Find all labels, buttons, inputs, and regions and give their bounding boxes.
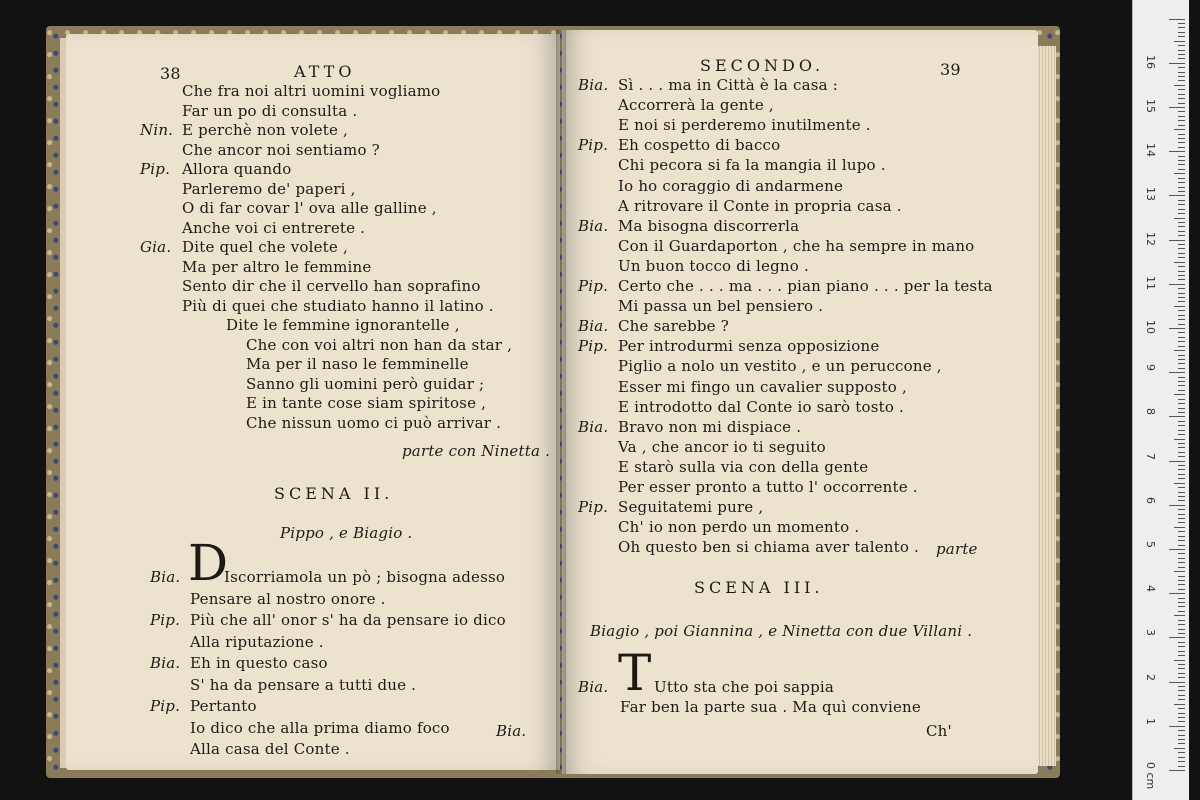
ruler-tick <box>1178 443 1185 444</box>
ruler-tick <box>1178 421 1185 422</box>
ruler-tick <box>1178 478 1185 479</box>
ruler-tick <box>1178 677 1185 678</box>
ruler-tick <box>1174 615 1185 616</box>
ruler-tick <box>1178 169 1185 170</box>
ruler-tick <box>1178 191 1185 192</box>
speaker-cue: Pip. <box>578 337 609 356</box>
ruler-number: 7 <box>1144 452 1157 460</box>
ruler-tick <box>1178 735 1185 736</box>
ruler-tick <box>1178 757 1185 758</box>
ruler-tick <box>1178 452 1185 453</box>
speaker-cue: Nin. <box>140 121 174 139</box>
verse-line: Piglio a nolo un vestito , e un peruccone , <box>618 357 942 376</box>
ruler-tick <box>1178 611 1185 612</box>
ruler-tick <box>1178 147 1185 148</box>
verse-line: Parleremo de' paperi , <box>182 179 356 198</box>
ruler-tick <box>1178 576 1185 577</box>
verse-line: E noi si perderemo inutilmente . <box>618 116 871 135</box>
ruler-tick <box>1178 257 1185 258</box>
ruler-tick <box>1169 151 1185 152</box>
ruler-tick <box>1178 319 1185 320</box>
ruler-tick <box>1178 545 1185 546</box>
verse-line: Con il Guardaporton , che ha sempre in mano <box>618 236 975 255</box>
ruler-tick <box>1178 629 1185 630</box>
ruler-tick <box>1178 222 1185 223</box>
ruler-tick <box>1178 385 1185 386</box>
ruler-tick <box>1178 584 1185 585</box>
speaker-cue: Pip. <box>150 697 181 715</box>
verse-line: Esser mi fingo un cavalier supposto , <box>618 377 907 396</box>
ruler-tick <box>1178 134 1185 135</box>
scene-ii-title: SCENA II. <box>274 484 394 503</box>
ruler-number: 1 <box>1144 717 1157 725</box>
speaker-cue: Bia. <box>150 654 181 672</box>
ruler-number: 10 <box>1144 320 1157 334</box>
book-gutter <box>556 30 566 774</box>
ruler-number: 12 <box>1144 231 1157 246</box>
ruler-tick <box>1174 704 1185 705</box>
ruler-tick <box>1178 125 1185 126</box>
ruler-tick <box>1178 447 1185 448</box>
ruler-tick <box>1178 664 1185 665</box>
ruler-tick <box>1178 377 1185 378</box>
ruler-tick <box>1178 244 1185 245</box>
ruler-tick <box>1178 558 1185 559</box>
ruler-tick <box>1178 50 1185 51</box>
verse-line: Seguitatemi pure , <box>618 498 764 517</box>
ruler-tick <box>1178 45 1185 46</box>
verse-line: Certo che . . . ma . . . pian piano . . . per la testa <box>618 277 993 295</box>
verse-line: Pensare al nostro onore . <box>190 589 386 608</box>
ruler-tick <box>1178 359 1185 360</box>
ruler-tick <box>1178 695 1185 696</box>
ruler-tick <box>1178 178 1185 179</box>
ruler-tick <box>1178 204 1185 205</box>
verse-line: E introdotto dal Conte io sarò tosto . <box>618 397 905 416</box>
ruler-tick <box>1178 253 1185 254</box>
ruler-number: 6 <box>1144 496 1157 504</box>
ruler-tick <box>1174 129 1185 130</box>
ruler-tick <box>1178 142 1185 143</box>
ruler-tick <box>1178 408 1185 409</box>
verse-line: Accorrerà la gente , <box>618 96 774 115</box>
ruler-tick <box>1178 399 1185 400</box>
ruler-number: 14 <box>1144 143 1157 158</box>
ruler-tick <box>1169 63 1185 64</box>
speaker-cue: Bia. <box>578 678 609 696</box>
ruler-number: 3 <box>1144 629 1157 637</box>
ruler-tick <box>1178 368 1185 369</box>
ruler-tick <box>1178 156 1185 157</box>
speaker-cue: Pip. <box>578 277 609 295</box>
measurement-ruler <box>1132 0 1189 800</box>
verse-line: Per esser pronto a tutto l' occorrente . <box>618 478 918 496</box>
verse-line: O di far covar l' ova alle galline , <box>182 199 437 217</box>
ruler-tick <box>1178 412 1185 413</box>
ruler-tick <box>1178 580 1185 581</box>
ruler-tick <box>1178 766 1185 767</box>
ruler-tick <box>1178 275 1185 276</box>
ruler-tick <box>1178 536 1185 537</box>
ruler-tick <box>1178 160 1185 161</box>
ruler-tick <box>1178 553 1185 554</box>
drop-cap: D <box>188 534 229 592</box>
verse-line: Allora quando <box>182 160 292 178</box>
ruler-number: 8 <box>1144 408 1157 416</box>
ruler-tick <box>1178 231 1185 232</box>
ruler-tick <box>1174 41 1185 42</box>
ruler-tick <box>1174 571 1185 572</box>
ruler-tick <box>1178 187 1185 188</box>
verse-line: Alla riputazione . <box>190 632 324 651</box>
verse-line: Dite le femmine ignorantelle , <box>226 316 460 334</box>
ruler-tick <box>1174 527 1185 528</box>
ruler-tick <box>1174 350 1185 351</box>
verse-line: Più di quei che studiato hanno il latino . <box>182 296 494 315</box>
ruler-tick <box>1178 111 1185 112</box>
verse-line: Utto sta che poi sappia <box>654 678 835 696</box>
verse-line: Bravo non mi dispiace . <box>618 417 802 436</box>
verse-line: Io dico che alla prima diamo foco <box>190 718 450 737</box>
ruler-tick <box>1174 85 1185 86</box>
scene-iii-title: SCENA III. <box>694 578 824 597</box>
ruler-number: 13 <box>1144 187 1157 202</box>
ruler-tick <box>1169 328 1185 329</box>
ruler-tick <box>1178 708 1185 709</box>
verse-line: E in tante cose siam spiritose , <box>246 394 487 412</box>
left-exit-note: parte con Ninetta . <box>402 442 551 460</box>
ruler-tick <box>1178 116 1185 117</box>
ruler-tick <box>1178 381 1185 382</box>
ruler-tick <box>1178 120 1185 121</box>
verse-line: Eh cospetto di bacco <box>618 136 781 155</box>
ruler-tick <box>1178 94 1185 95</box>
verse-line: Mi passa un bel pensiero . <box>618 297 824 316</box>
ruler-tick <box>1178 624 1185 625</box>
ruler-tick <box>1178 474 1185 475</box>
verse-line: Un buon tocco di legno . <box>618 256 809 275</box>
ruler-tick <box>1178 567 1185 568</box>
verse-line: Pertanto <box>190 697 257 715</box>
ruler-number: 2 <box>1144 673 1157 681</box>
ruler-tick <box>1169 284 1185 285</box>
ruler-tick <box>1178 465 1185 466</box>
ruler-tick <box>1174 748 1185 749</box>
verse-line: Far un po di consulta . <box>182 101 358 120</box>
ruler-tick <box>1178 138 1185 139</box>
ruler-tick <box>1178 164 1185 165</box>
scene-iii-cast: Biagio , poi Giannina , e Ninetta con due Villani . <box>590 622 973 640</box>
ruler-number: 16 <box>1144 54 1157 69</box>
ruler-number: 5 <box>1144 541 1157 548</box>
verse-line: Oh questo ben si chiama aver talento . <box>618 538 920 557</box>
ruler-tick <box>1178 717 1185 718</box>
right-page <box>562 30 1038 774</box>
ruler-tick <box>1174 394 1185 395</box>
verse-line: Ma bisogna discorrerla <box>618 216 800 235</box>
ruler-tick <box>1178 602 1185 603</box>
verse-line: Che ancor noi sentiamo ? <box>182 140 380 159</box>
verse-line: Ma per il naso le femminelle <box>246 355 469 373</box>
verse-line: Sì . . . ma in Città è la casa : <box>618 76 839 94</box>
verse-line: Più che all' onor s' ha da pensare io dico <box>190 611 506 629</box>
ruler-tick <box>1178 522 1185 523</box>
speaker-cue: Pip. <box>150 611 181 629</box>
ruler-tick <box>1178 54 1185 55</box>
ruler-tick <box>1178 562 1185 563</box>
ruler-number: 9 <box>1144 364 1157 372</box>
ruler-tick <box>1178 699 1185 700</box>
ruler-tick <box>1178 301 1185 302</box>
ruler-tick <box>1178 721 1185 722</box>
verse-line: Io ho coraggio di andarmene <box>618 176 844 195</box>
ruler-tick <box>1178 293 1185 294</box>
ruler-tick <box>1169 372 1185 373</box>
ruler-tick <box>1169 726 1185 727</box>
ruler-tick <box>1178 315 1185 316</box>
verse-line: S' ha da pensare a tutti due . <box>190 675 417 694</box>
ruler-tick <box>1169 461 1185 462</box>
ruler-tick <box>1178 500 1185 501</box>
verse-line: Che fra noi altri uomini vogliamo <box>182 82 441 100</box>
ruler-tick <box>1178 266 1185 267</box>
verse-line: Ch' io non perdo un momento . <box>618 518 860 537</box>
speaker-cue: Pip. <box>140 160 171 178</box>
verse-line: Chi pecora si fa la mangia il lupo . <box>618 156 886 175</box>
ruler-tick <box>1178 739 1185 740</box>
ruler-tick <box>1178 606 1185 607</box>
left-catchword: Bia. <box>496 722 527 740</box>
speaker-cue: Bia. <box>578 417 609 436</box>
ruler-tick <box>1178 67 1185 68</box>
speaker-cue: Bia. <box>578 216 609 235</box>
ruler-tick <box>1178 598 1185 599</box>
ruler-tick <box>1178 235 1185 236</box>
ruler-tick <box>1178 540 1185 541</box>
ruler-tick <box>1178 496 1185 497</box>
speaker-cue: Pip. <box>578 136 609 155</box>
verse-line: E starò sulla via con della gente <box>618 457 869 476</box>
ruler-tick <box>1174 218 1185 219</box>
verse-line: E perchè non volete , <box>182 121 349 139</box>
ruler-tick <box>1174 306 1185 307</box>
drop-cap: T <box>618 644 652 702</box>
ruler-tick <box>1178 752 1185 753</box>
ruler-tick <box>1169 682 1185 683</box>
ruler-tick <box>1178 646 1185 647</box>
verse-line: Eh in questo caso <box>190 654 328 672</box>
verse-line: Per introdurmi senza opposizione <box>618 337 880 356</box>
ruler-tick <box>1178 98 1185 99</box>
verse-line: Sento dir che il cervello han soprafino <box>182 277 481 295</box>
ruler-tick <box>1178 518 1185 519</box>
ruler-tick <box>1178 341 1185 342</box>
ruler-tick <box>1178 633 1185 634</box>
ruler-tick <box>1178 430 1185 431</box>
left-page <box>66 34 560 770</box>
ruler-tick <box>1178 434 1185 435</box>
ruler-tick <box>1169 770 1185 771</box>
ruler-tick <box>1178 182 1185 183</box>
ruler-tick <box>1178 469 1185 470</box>
right-exit-note: parte <box>936 540 978 558</box>
ruler-tick <box>1178 642 1185 643</box>
ruler-tick <box>1178 103 1185 104</box>
ruler-tick <box>1178 690 1185 691</box>
ruler-tick <box>1178 686 1185 687</box>
ruler-tick <box>1178 297 1185 298</box>
ruler-tick <box>1178 337 1185 338</box>
ruler-tick <box>1178 363 1185 364</box>
ruler-number: 4 <box>1144 585 1157 593</box>
ruler-tick <box>1178 27 1185 28</box>
ruler-tick <box>1178 487 1185 488</box>
verse-line: Alla casa del Conte . <box>190 740 350 758</box>
ruler-tick <box>1174 660 1185 661</box>
ruler-tick <box>1178 425 1185 426</box>
ruler-tick <box>1178 730 1185 731</box>
ruler-tick <box>1178 213 1185 214</box>
verse-line: Anche voi ci entrerete . <box>182 218 366 237</box>
ruler-tick <box>1178 32 1185 33</box>
ruler-tick <box>1178 346 1185 347</box>
ruler-tick <box>1169 195 1185 196</box>
verse-line: A ritrovare il Conte in propria casa . <box>618 196 902 215</box>
ruler-tick <box>1169 416 1185 417</box>
ruler-tick <box>1178 80 1185 81</box>
verse-line: Ma per altro le femmine <box>182 257 372 276</box>
ruler-tick <box>1178 209 1185 210</box>
ruler-tick <box>1174 173 1185 174</box>
right-running-header: SECONDO. <box>700 56 825 75</box>
right-catchword: Ch' <box>926 722 952 740</box>
verse-line: Iscorriamola un pò ; bisogna adesso <box>224 568 506 586</box>
ruler-tick <box>1169 593 1185 594</box>
scene-ii-cast: Pippo , e Biagio . <box>280 524 413 542</box>
ruler-tick <box>1178 673 1185 674</box>
verse-line: Che con voi altri non han da star , <box>246 335 513 354</box>
ruler-tick <box>1178 761 1185 762</box>
ruler-tick <box>1174 439 1185 440</box>
ruler-tick <box>1178 655 1185 656</box>
verse-line: Dite quel che volete , <box>182 238 348 256</box>
ruler-tick <box>1169 19 1185 20</box>
ruler-tick <box>1178 226 1185 227</box>
speaker-cue: Gia. <box>140 238 172 256</box>
ruler-tick <box>1178 403 1185 404</box>
ruler-number: 11 <box>1144 275 1157 290</box>
ruler-tick <box>1178 713 1185 714</box>
ruler-tick <box>1178 271 1185 272</box>
verse-line: Sanno gli uomini però guidar ; <box>246 374 485 393</box>
verse-line: Che nissun uomo ci può arrivar . <box>246 413 502 432</box>
ruler-number: 0 cm <box>1144 762 1157 790</box>
ruler-tick <box>1174 483 1185 484</box>
ruler-tick <box>1178 531 1185 532</box>
ruler-number: 15 <box>1144 99 1157 113</box>
speaker-cue: Bia. <box>578 317 609 336</box>
ruler-tick <box>1178 332 1185 333</box>
ruler-tick <box>1169 107 1185 108</box>
ruler-tick <box>1178 248 1185 249</box>
ruler-tick <box>1169 505 1185 506</box>
ruler-tick <box>1178 200 1185 201</box>
ruler-tick <box>1178 288 1185 289</box>
ruler-tick <box>1169 549 1185 550</box>
ruler-tick <box>1178 743 1185 744</box>
ruler-tick <box>1178 76 1185 77</box>
left-page-number: 38 <box>160 64 181 83</box>
ruler-tick <box>1178 89 1185 90</box>
verse-line: Far ben la parte sua . Ma quì conviene <box>620 698 921 716</box>
speaker-cue: Bia. <box>578 76 609 94</box>
verse-line: Va , che ancor io ti seguito <box>618 437 826 456</box>
ruler-tick <box>1178 668 1185 669</box>
ruler-tick <box>1178 492 1185 493</box>
right-page-number: 39 <box>940 60 961 79</box>
ruler-tick <box>1178 72 1185 73</box>
speaker-cue: Pip. <box>578 498 609 517</box>
ruler-tick <box>1178 58 1185 59</box>
ruler-tick <box>1169 240 1185 241</box>
ruler-tick <box>1178 279 1185 280</box>
ruler-tick <box>1169 637 1185 638</box>
speaker-cue: Bia. <box>150 568 181 586</box>
ruler-tick <box>1178 456 1185 457</box>
ruler-tick <box>1178 324 1185 325</box>
ruler-tick <box>1178 310 1185 311</box>
ruler-tick <box>1178 514 1185 515</box>
verse-line: Che sarebbe ? <box>618 317 729 336</box>
ruler-tick <box>1178 620 1185 621</box>
ruler-tick <box>1178 509 1185 510</box>
ruler-tick <box>1178 390 1185 391</box>
ruler-tick <box>1178 355 1185 356</box>
ruler-tick <box>1174 262 1185 263</box>
ruler-tick <box>1178 589 1185 590</box>
ruler-tick <box>1178 36 1185 37</box>
ruler-tick <box>1178 23 1185 24</box>
left-running-header: ATTO <box>294 62 356 81</box>
ruler-tick <box>1178 651 1185 652</box>
